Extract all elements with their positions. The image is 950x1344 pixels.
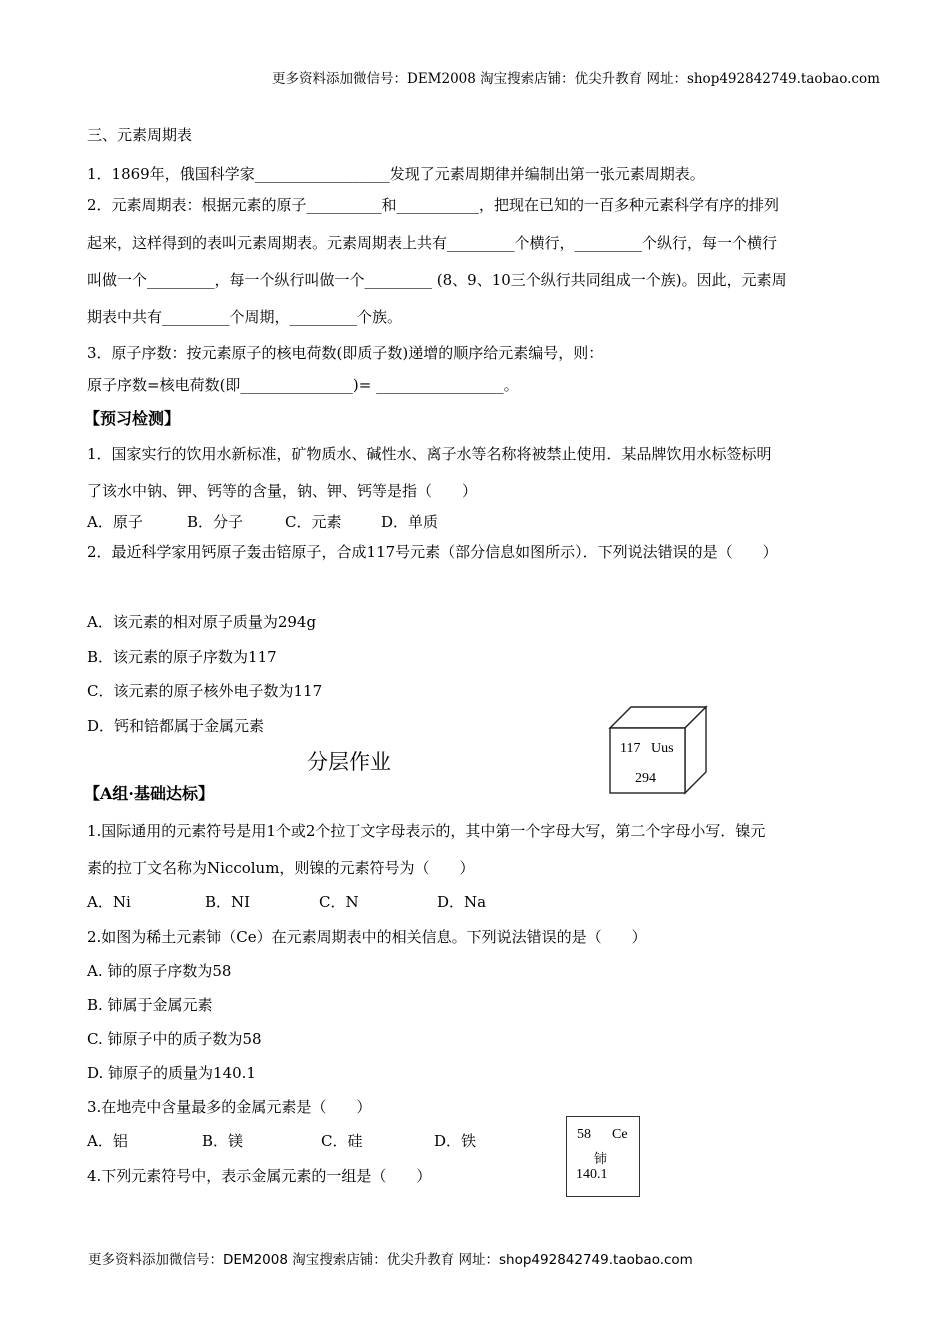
tile-mass: 140.1 — [576, 1167, 608, 1182]
preview-q2-option-c: C．该元素的原子核外电子数为117 — [87, 682, 323, 700]
preview-q1-line2: 了该水中钠、钾、钙等的含量，钠、钾、钙等是指（ ） — [87, 482, 478, 500]
s3-item1: 1．1869年，俄国科学家__________________发现了元素周期律并编制出第一张元素周期表。 — [87, 165, 705, 183]
preview-q2-option-b: B．该元素的原子序数为117 — [87, 648, 277, 666]
preview-heading: 【预习检测】 — [84, 409, 181, 428]
hw-q1-line2: 素的拉丁文名称为Niccolum，则镍的元素符号为（ ） — [87, 859, 475, 877]
option-c: C．元素 — [285, 513, 342, 531]
option-c: C．N — [319, 893, 359, 911]
preview-q1-line1: 1．国家实行的饮用水新标准，矿物质水、碱性水、离子水等名称将被禁止使用．某品牌饮用水标签标明 — [87, 445, 772, 463]
option-b: B．NI — [205, 893, 251, 911]
hw-q2-option-c: C. 铈原子中的质子数为58 — [87, 1030, 262, 1048]
homework-title: 分层作业 — [307, 750, 391, 774]
s3-item2-line1: 2．元素周期表：根据元素的原子__________和___________，把现在已知的一百多种元素科学有序的排列 — [87, 196, 780, 214]
cube-mass: 294 — [635, 771, 656, 786]
option-d: D．铁 — [434, 1132, 477, 1150]
section-title: 三、元素周期表 — [87, 126, 193, 144]
element-117-cube-figure — [608, 705, 712, 795]
preview-q2-option-d: D．钙和锫都属于金属元素 — [87, 717, 265, 735]
preview-q1-options — [87, 511, 438, 533]
s3-item2-line4: 期表中共有_________个周期，_________个族。 — [87, 308, 403, 326]
s3-item2-line2: 起来，这样得到的表叫元素周期表。元素周期表上共有_________个横行，_________个纵行，每一个横行 — [87, 234, 778, 252]
tile-name: 铈 — [594, 1152, 608, 1167]
hw-q2-option-d: D. 铈原子的质量为140.1 — [87, 1064, 256, 1082]
option-c: C．硅 — [321, 1132, 363, 1150]
s3-item3-line1: 3．原子序数：按元素原子的核电荷数(即质子数)递增的顺序给元素编号，则： — [87, 344, 604, 362]
option-b: B．分子 — [187, 513, 244, 531]
preview-q2-option-a: A．该元素的相对原子质量为294g — [87, 613, 317, 631]
hw-q2-option-a: A. 铈的原子序数为58 — [87, 962, 232, 980]
hw-q1-line1: 1.国际通用的元素符号是用1个或2个拉丁文字母表示的，其中第一个字母大写，第二个字母小写．镍元 — [87, 822, 766, 840]
group-a-heading: 【A组·基础达标】 — [84, 784, 214, 803]
hw-q4: 4.下列元素符号中，表示金属元素的一组是（ ） — [87, 1167, 432, 1185]
s3-item2-line3: 叫做一个_________，每一个纵行叫做一个_________ (8、9、10三个纵行共同组成一个族)。因此，元素周 — [87, 271, 787, 289]
tile-symbol: Ce — [612, 1127, 628, 1142]
hw-q2-option-b: B. 铈属于金属元素 — [87, 996, 213, 1014]
option-b: B．镁 — [202, 1132, 244, 1150]
option-d: D．Na — [437, 893, 487, 911]
hw-q3: 3.在地壳中含量最多的金属元素是（ ） — [87, 1098, 372, 1116]
s3-item3-line2: 原子序数=核电荷数(即_______________)= _________________。 — [87, 376, 519, 394]
option-a: A．铝 — [87, 1132, 128, 1150]
page-footer: 更多资料添加微信号：DEM2008 淘宝搜索店铺：优尖升教育 网址：shop492842749.taobao.com — [88, 1252, 693, 1268]
cube-symbol: Uus — [651, 741, 674, 756]
page-header: 更多资料添加微信号：DEM2008 淘宝搜索店铺：优尖升教育 网址：shop492842749.taobao.com — [272, 71, 880, 87]
hw-q1-options — [87, 891, 486, 913]
hw-q3-options — [87, 1130, 476, 1152]
cerium-element-tile — [566, 1116, 640, 1197]
option-a: A．Ni — [87, 893, 131, 911]
option-d: D．单质 — [381, 513, 439, 531]
cube-number: 117 — [620, 741, 641, 756]
hw-q2: 2.如图为稀土元素铈（Ce）在元素周期表中的相关信息。下列说法错误的是（ ） — [87, 928, 647, 946]
tile-number: 58 — [577, 1127, 591, 1142]
option-a: A．原子 — [87, 513, 143, 531]
preview-q2: 2．最近科学家用钙原子轰击锫原子，合成117号元素（部分信息如图所示）．下列说法错误的是（ ） — [87, 543, 778, 561]
